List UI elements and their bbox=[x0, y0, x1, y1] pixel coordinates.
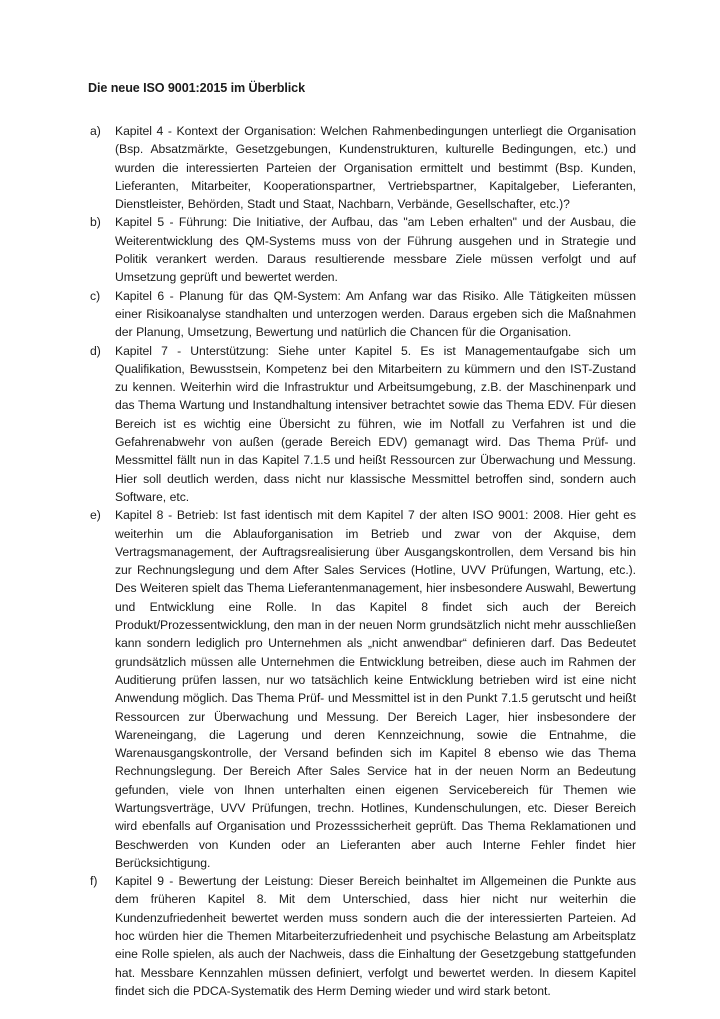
list-item-marker: b) bbox=[90, 215, 101, 230]
list-item-marker: a) bbox=[90, 124, 101, 138]
list-item-a bbox=[90, 122, 636, 213]
list-item-c bbox=[90, 287, 636, 342]
list-item-text: Kapitel 5 - Führung: Die Initiative, der Aufbau, das "am Leben erhalten" und der Ausbau, die Weiterentwicklung des QM-Systems muss von der Führung ausgehen und in Strategie und Politik verankert werden. Daraus resultierende messbare Ziele müssen verfolgt und auf Umsetzung geprüft und bewertet werden. bbox=[115, 215, 636, 285]
list-item-marker: c) bbox=[90, 288, 101, 303]
list-item-marker: f) bbox=[90, 874, 98, 889]
list-item-marker: e) bbox=[90, 508, 101, 523]
list-item-text: Kapitel 7 - Unterstützung: Siehe unter Kapitel 5. Es ist Managementaufgabe sich um Qualifikation, Bewusstsein, Kompetenz bei den Mitarbeitern zu kümmern und den IST-Zustand zu kennen. Weiterhin wird die Infrastruktur und Arbeitsumgebung, z.B. der Maschinenpark und das Thema Wartung und Instandhaltung intensiver betrachtet sowie das Thema EDV. Für diesen Bereich ist es wichtig eine Übersicht zu führen, wie im Notfall zu Verfahren ist und die Gefahrenabwehr von außen (gerade Bereich EDV) gemanagt wird. Das Thema Prüf- und Messmittel fällt nun in das Kapitel 7.1.5 und heißt Ressourcen zur Überwachung und Messung. Hier soll deutlich werden, dass nicht nur klassische Messmittel betroffen sind, sondern auch Software, etc. bbox=[115, 343, 636, 504]
list-item-text: Kapitel 9 - Bewertung der Leistung: Dieser Bereich beinhaltet im Allgemeinen die Punkte aus dem früheren Kapitel 8. Mit dem Unterschied, dass hier nicht nur weiterhin die Kundenzufriedenheit bewertet werden muss sondern auch die der interessierten Parteien. Ad hoc würden hier die Themen Mitarbeiterzufriedenheit und psychische Belastung am Arbeitsplatz eine Rolle spielen, als auch der Nachweis, dass die Einhaltung der Gesetzgebung stattgefunden hat. Messbare Kennzahlen müssen definiert, verfolgt und bewertet werden. In diesem Kapitel findet sich die PDCA-Systematik des Herm Deming wieder und wird stark betont. bbox=[115, 874, 636, 998]
list-item-d bbox=[90, 342, 636, 507]
document-title: Die neue ISO 9001:2015 im Überblick bbox=[88, 81, 305, 95]
list-item-e bbox=[90, 506, 636, 872]
list-item-f bbox=[90, 872, 636, 1000]
list-item-b bbox=[90, 213, 636, 286]
chapter-list bbox=[90, 122, 636, 1000]
list-item-text: Kapitel 6 - Planung für das QM-System: Am Anfang war das Risiko. Alle Tätigkeiten müssen einer Risikoanalyse standhalten und unterzogen werden. Daraus ergeben sich die Maßnahmen der Planung, Umsetzung, Bewertung und natürlich die Chancen für die Organisation. bbox=[115, 288, 636, 340]
list-item-text: Kapitel 8 - Betrieb: Ist fast identisch mit dem Kapitel 7 der alten ISO 9001: 2008. Hier geht es weiterhin um die Ablauforganisation im Betrieb und zwar von der Akquise, dem Vertragsmanagement, der Auftragsrealisierung über Ausgangskontrollen, dem Versand bis hin zur Rechnungslegung und dem After Sales Services (Hotline, UVV Prüfungen, Wartung, etc.). Des Weiteren spielt das Thema Lieferantenmanagement, hier insbesondere Auswahl, Bewertung und Entwicklung eine Rolle. In das Kapitel 8 findet sich auch der Bereich Produkt/Prozessentwicklung, den man in der neuen Norm grundsätzlich nicht mehr ausschließen kann sondern lediglich pro Unternehmen als „nicht anwendbar“ definieren darf. Das Bedeutet grundsätzlich müssen alle Unternehmen die Entwicklung betreiben, diese auch im Rahmen der Auditierung prüfen lassen, nur wo tatsächlich keine Entwicklung betrieben wird ist eine nicht Anwendung möglich. Das Thema Prüf- und Messmittel ist in den Punkt 7.1.5 gerutscht und heißt Ressourcen zur Überwachung und Messung. Der Bereich Lager, hier insbesondere der Wareneingang, die Lagerung und deren Kennzeichnung, sowie die Entnahme, die Warenausgangskontrolle, der Versand befinden sich im Kapitel 8 ebenso wie das Thema Rechnungslegung. Der Bereich After Sales Service hat in der neuen Norm an Bedeutung gefunden, viele von Ihnen unterhalten einen eigenen Servicebereich für Themen wie Wartungsverträge, UVV Prüfungen, trechn. Hotlines, Kundenschulungen, etc. Dieser Bereich wird ebenfalls auf Organisation und Prozesssicherheit geprüft. Das Thema Reklamationen und Beschwerden von Kunden oder an Lieferanten aber auch Interne Fehler findet hier Berücksichtigung. bbox=[115, 508, 636, 870]
list-item-marker: d) bbox=[90, 343, 101, 358]
list-item-text: Kapitel 4 - Kontext der Organisation: Welchen Rahmenbedingungen unterliegt die Organisation (Bsp. Absatzmärkte, Gesetzgebungen, Kundenstrukturen, kulturelle Bedingungen, etc.) und wurden die interessierten Parteien der Organisation ermittelt und bestimmt (Bsp. Kunden, Lieferanten, Mitarbeiter, Kooperationspartner, Vertriebspartner, Kapitalgeber, Lieferanten, Dienstleister, Behörden, Stadt und Staat, Nachbarn, Verbände, Gesellschafter, etc.)? bbox=[115, 124, 636, 212]
